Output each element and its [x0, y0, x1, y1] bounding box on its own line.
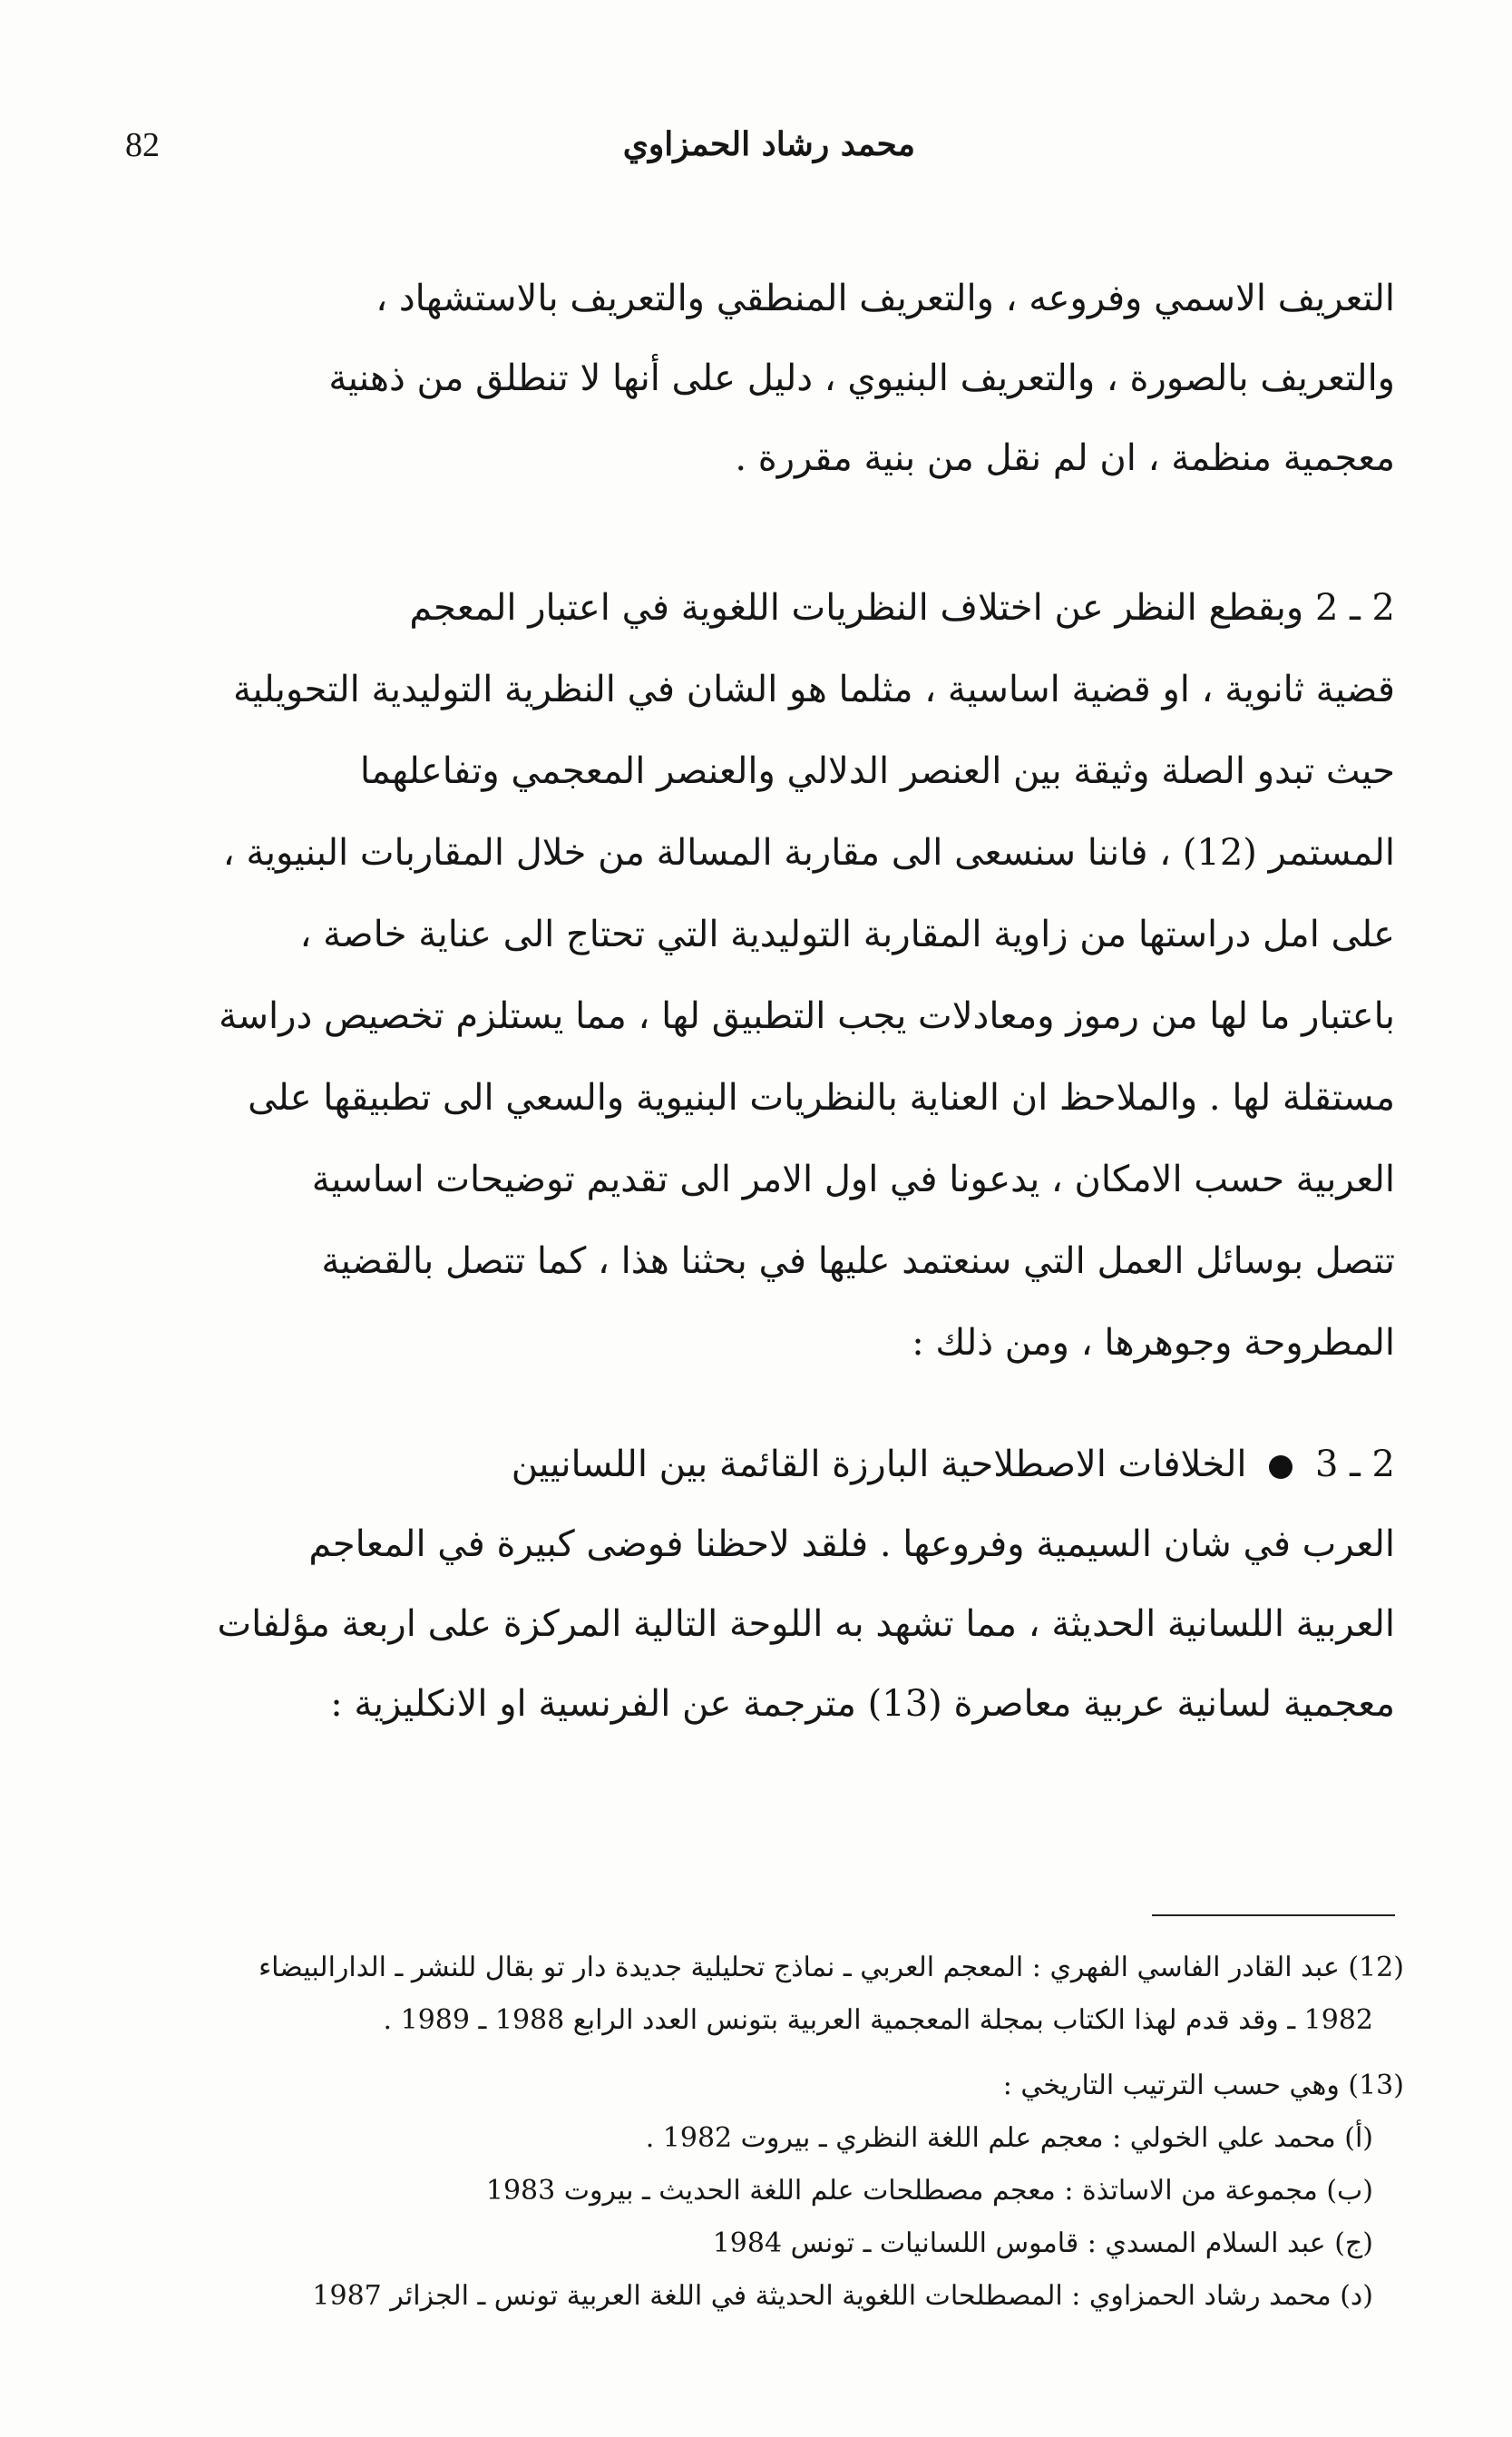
text-line: العربية اللسانية الحديثة ، مما تشهد به اللوحة التالية المركزة على اربعة مؤلفات: [217, 1603, 1395, 1645]
section-heading-text: الخلافات الاصطلاحية البارزة القائمة بين اللسانيين: [511, 1444, 1247, 1485]
footnote-13-intro: (13) وهي حسب الترتيب التاريخي :: [1002, 2070, 1404, 2101]
text-line: المطروحة وجوهرها ، ومن ذلك :: [912, 1322, 1395, 1364]
text-line: معجمية منظمة ، ان لم نقل من بنية مقررة .: [735, 437, 1395, 479]
text-line: باعتبار ما لها من رموز ومعادلات يجب التطبيق لها ، مما يستلزم تخصيص دراسة: [219, 995, 1395, 1037]
footnote-12-line-2: 1982 ـ وقد قدم لهذا الكتاب بمجلة المعجمية العربية بتونس العدد الرابع 1988 ـ 1989 .: [383, 2004, 1373, 2036]
running-title: محمد رشاد الحمزاوي: [622, 125, 915, 163]
footnote-divider: [1152, 1914, 1395, 1916]
footnotes: [125, 1942, 1404, 2323]
bullet-dot-icon: [1269, 1455, 1293, 1479]
footnote-13-item: (أ) محمد علي الخولي : معجم علم اللغة النظري ـ بيروت 1982 .: [645, 2122, 1373, 2154]
page-number: 82: [125, 126, 160, 164]
text-line: العربية حسب الامكان ، يدعونا في اول الامر الى تقديم توضيحات اساسية: [311, 1159, 1395, 1200]
footnote-13-item: (د) محمد رشاد الحمزاوي : المصطلحات اللغوية الحديثة في اللغة العربية تونس ـ الجزائر 1987: [312, 2280, 1373, 2312]
text-line: 2 ـ 2 وبقطع النظر عن اختلاف النظريات اللغوية في اعتبار المعجم: [409, 587, 1395, 629]
text-line: المستمر (12) ، فاننا سنسعى الى مقاربة المسالة من خلال المقاربات البنيوية ،: [222, 832, 1395, 874]
footnote-13-item: (ج) عبد السلام المسدي : قاموس اللسانيات ـ تونس 1984: [712, 2227, 1373, 2259]
text-line: على امل دراستها من زاوية المقاربة التوليدية التي تحتاج الى عناية خاصة ،: [299, 914, 1395, 955]
footnote-13-item: (ب) مجموعة من الاساتذة : معجم مصطلحات علم اللغة الحديث ـ بيروت 1983: [485, 2175, 1373, 2207]
page-header: [125, 125, 1387, 180]
section-number: 2 ـ 3: [1314, 1444, 1395, 1485]
text-line: العرب في شان السيمية وفروعها . فلقد لاحظنا فوضى كبيرة في المعاجم: [308, 1523, 1395, 1565]
section-heading-line: [125, 1424, 1395, 1504]
paragraph-1: [125, 259, 1395, 498]
text-line: تتصل بوسائل العمل التي سنعتمد عليها في بحثنا هذا ، كما تتصل بالقضية: [321, 1240, 1395, 1282]
text-line: مستقلة لها . والملاحظ ان العناية بالنظريات البنيوية والسعي الى تطبيقها على: [248, 1077, 1395, 1119]
footnote-12-line-1: (12) عبد القادر الفاسي الفهري : المعجم العربي ـ نماذج تحليلية جديدة دار تو بقال للنشر ـ الدارالبيضاء: [259, 1952, 1404, 1983]
paragraph-2: [125, 567, 1395, 1384]
paragraph-3: [125, 1424, 1395, 1744]
text-line: معجمية لسانية عربية معاصرة (13) مترجمة عن الفرنسية او الانكليزية :: [330, 1683, 1395, 1725]
text-line: التعريف الاسمي وفروعه ، والتعريف المنطقي والتعريف بالاستشهاد ،: [376, 278, 1395, 319]
text-line: حيث تبدو الصلة وثيقة بين العنصر الدلالي والعنصر المعجمي وتفاعلهما: [359, 750, 1395, 792]
text-line: قضية ثانوية ، او قضية اساسية ، مثلما هو الشان في النظرية التوليدية التحويلية: [233, 669, 1395, 710]
text-line: والتعريف بالصورة ، والتعريف البنيوي ، دليل على أنها لا تنطلق من ذهنية: [328, 357, 1395, 399]
